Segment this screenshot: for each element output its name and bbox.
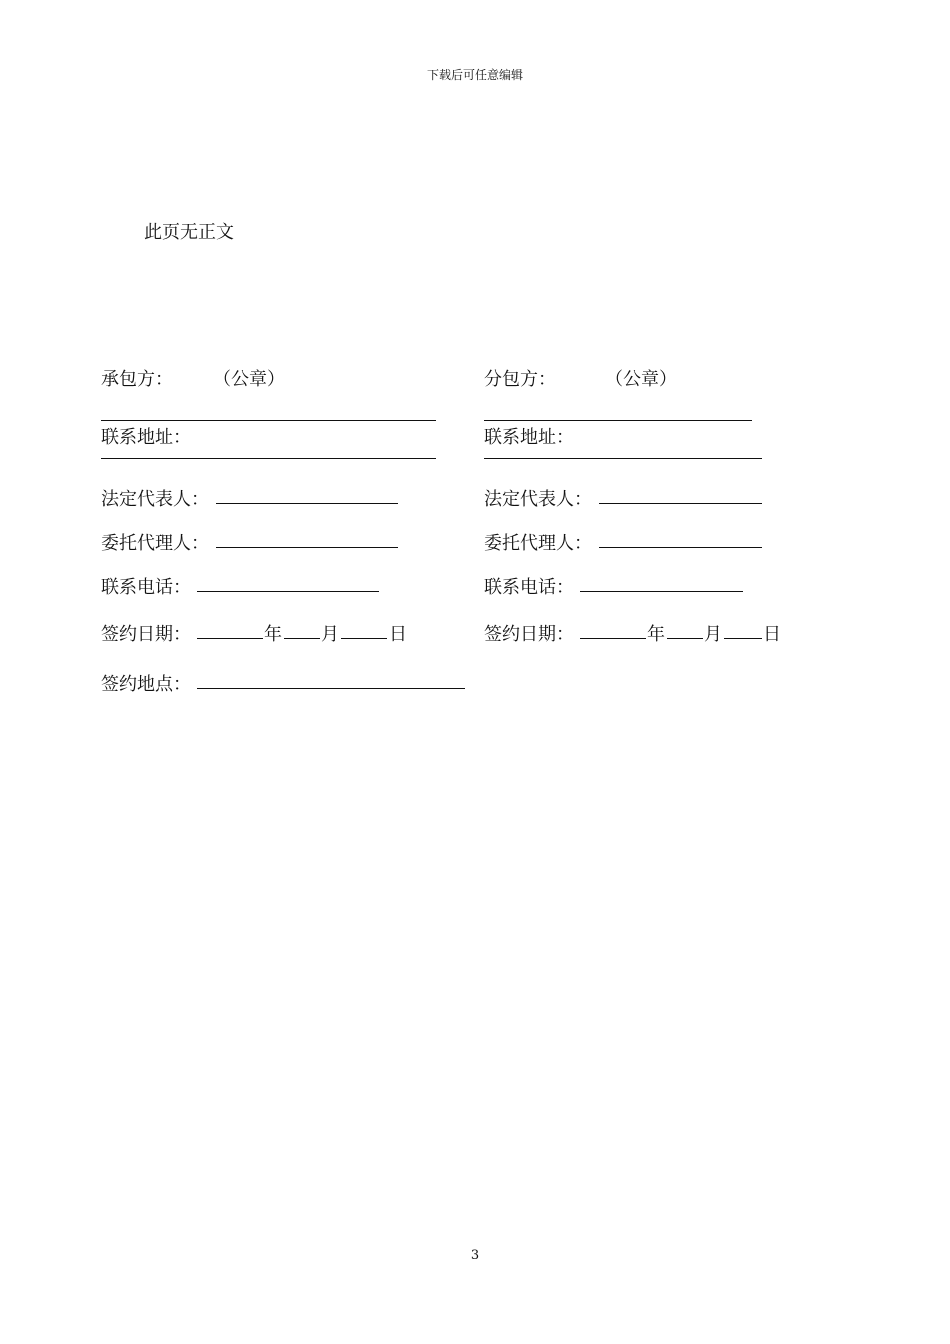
subcontractor-name-line[interactable]	[484, 420, 752, 421]
contractor-day-label: 日	[389, 624, 407, 645]
contractor-address-line[interactable]	[101, 458, 436, 459]
contractor-seal: （公章）	[213, 369, 285, 390]
contractor-legal-rep-line[interactable]	[216, 503, 398, 504]
contractor-phone-line[interactable]	[197, 591, 379, 592]
sign-place-line[interactable]	[197, 688, 465, 689]
contractor-name-line[interactable]	[101, 420, 436, 421]
contractor-agent-label: 委托代理人：	[101, 533, 209, 554]
contractor-agent-line[interactable]	[216, 547, 398, 548]
subcontractor-agent-label: 委托代理人：	[484, 533, 592, 554]
subcontractor-label: 分包方：	[484, 369, 556, 390]
subcontractor-month-label: 月	[704, 624, 722, 645]
subcontractor-phone-line[interactable]	[580, 591, 743, 592]
contractor-phone-label: 联系电话：	[101, 577, 191, 598]
contractor-legal-rep-label: 法定代表人：	[101, 489, 209, 510]
subcontractor-sign-date-label: 签约日期：	[484, 624, 574, 645]
subcontractor-seal: （公章）	[605, 369, 677, 390]
contractor-address-label: 联系地址：	[101, 427, 191, 448]
subcontractor-address-label: 联系地址：	[484, 427, 574, 448]
contractor-year-label: 年	[264, 624, 282, 645]
subcontractor-year-label: 年	[647, 624, 665, 645]
contractor-month-line[interactable]	[284, 638, 320, 639]
subcontractor-phone-label: 联系电话：	[484, 577, 574, 598]
subcontractor-legal-rep-line[interactable]	[599, 503, 762, 504]
subcontractor-legal-rep-label: 法定代表人：	[484, 489, 592, 510]
subcontractor-agent-line[interactable]	[599, 547, 762, 548]
subcontractor-address-line[interactable]	[484, 458, 762, 459]
contractor-month-label: 月	[321, 624, 339, 645]
subcontractor-month-line[interactable]	[667, 638, 703, 639]
contractor-label: 承包方：	[101, 369, 173, 390]
contractor-sign-date-label: 签约日期：	[101, 624, 191, 645]
page-header: 下载后可任意编辑	[426, 68, 523, 82]
contractor-year-line[interactable]	[197, 638, 263, 639]
subcontractor-year-line[interactable]	[580, 638, 646, 639]
no-content-note: 此页无正文	[144, 222, 234, 243]
contractor-day-line[interactable]	[341, 638, 387, 639]
page-number: 3	[470, 1248, 480, 1263]
subcontractor-day-label: 日	[763, 624, 781, 645]
sign-place-label: 签约地点：	[101, 674, 191, 695]
subcontractor-day-line[interactable]	[724, 638, 762, 639]
